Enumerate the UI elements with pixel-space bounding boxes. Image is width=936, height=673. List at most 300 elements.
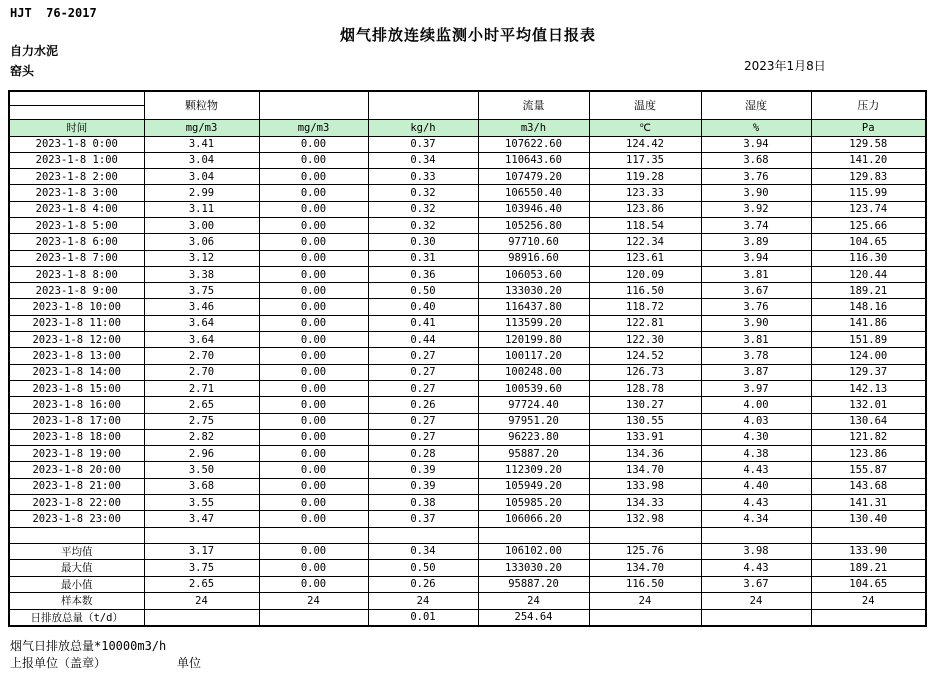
- value-cell: 0.44: [368, 332, 478, 348]
- value-cell: 0.37: [368, 136, 478, 152]
- value-cell: 97710.60: [478, 234, 589, 250]
- value-cell: 0.39: [368, 478, 478, 494]
- time-cell: 2023-1-8 21:00: [9, 478, 144, 494]
- value-cell: 0.00: [259, 234, 368, 250]
- header-particulate: 颗粒物: [144, 91, 259, 119]
- time-cell: 2023-1-8 18:00: [9, 429, 144, 445]
- table-row: [9, 446, 926, 462]
- value-cell: 24: [701, 593, 811, 610]
- value-cell: 0.00: [259, 364, 368, 380]
- value-cell: 142.13: [811, 380, 926, 396]
- value-cell: 3.68: [701, 152, 811, 168]
- time-cell: 2023-1-8 4:00: [9, 201, 144, 217]
- value-cell: 3.04: [144, 169, 259, 185]
- value-cell: 2.70: [144, 348, 259, 364]
- value-cell: 2.65: [144, 397, 259, 413]
- value-cell: 3.11: [144, 201, 259, 217]
- table-row: [9, 511, 926, 527]
- value-cell: 3.87: [701, 364, 811, 380]
- time-cell: 2023-1-8 15:00: [9, 380, 144, 396]
- value-cell: 189.21: [811, 560, 926, 577]
- value-cell: 115.99: [811, 185, 926, 201]
- header-blank-bottom: [9, 105, 144, 119]
- value-cell: 3.17: [144, 543, 259, 560]
- table-row: [9, 266, 926, 282]
- value-cell: 3.75: [144, 283, 259, 299]
- time-cell: 2023-1-8 1:00: [9, 152, 144, 168]
- time-cell: 2023-1-8 3:00: [9, 185, 144, 201]
- value-cell: [144, 609, 259, 626]
- value-cell: 124.52: [589, 348, 701, 364]
- value-cell: 123.86: [811, 446, 926, 462]
- value-cell: 133030.20: [478, 283, 589, 299]
- value-cell: 0.00: [259, 315, 368, 331]
- value-cell: 134.70: [589, 560, 701, 577]
- value-cell: 125.76: [589, 543, 701, 560]
- time-cell: 2023-1-8 2:00: [9, 169, 144, 185]
- value-cell: 122.81: [589, 315, 701, 331]
- header-humidity: 湿度: [701, 91, 811, 119]
- standard-number-label: HJT 76-2017: [10, 6, 97, 20]
- value-cell: [701, 527, 811, 543]
- value-cell: 133.90: [811, 543, 926, 560]
- value-cell: 0.36: [368, 266, 478, 282]
- value-cell: 3.90: [701, 185, 811, 201]
- value-cell: 3.64: [144, 332, 259, 348]
- value-cell: [589, 609, 701, 626]
- value-cell: 141.31: [811, 495, 926, 511]
- value-cell: 3.41: [144, 136, 259, 152]
- report-unit-sign-label: 上报单位（盖章）: [10, 656, 107, 670]
- value-cell: 0.37: [368, 511, 478, 527]
- monitor-point-label: 窑头: [10, 64, 35, 78]
- value-cell: 124.00: [811, 348, 926, 364]
- value-cell: 3.06: [144, 234, 259, 250]
- value-cell: 106066.20: [478, 511, 589, 527]
- value-cell: 0.00: [259, 413, 368, 429]
- value-cell: 116.50: [589, 283, 701, 299]
- value-cell: 106102.00: [478, 543, 589, 560]
- table-row: [9, 364, 926, 380]
- time-cell: 最大值: [9, 560, 144, 577]
- time-cell: 2023-1-8 14:00: [9, 364, 144, 380]
- time-cell: 2023-1-8 11:00: [9, 315, 144, 331]
- value-cell: 3.50: [144, 462, 259, 478]
- spacer-row: [9, 527, 926, 543]
- table-row: [9, 136, 926, 152]
- value-cell: 3.64: [144, 315, 259, 331]
- value-cell: 122.30: [589, 332, 701, 348]
- time-cell: [9, 527, 144, 543]
- value-cell: 133.91: [589, 429, 701, 445]
- value-cell: 134.70: [589, 462, 701, 478]
- value-cell: 0.00: [259, 299, 368, 315]
- value-cell: 3.81: [701, 332, 811, 348]
- time-cell: 最小值: [9, 576, 144, 593]
- value-cell: 124.42: [589, 136, 701, 152]
- time-cell: 2023-1-8 8:00: [9, 266, 144, 282]
- value-cell: 121.82: [811, 429, 926, 445]
- value-cell: 130.27: [589, 397, 701, 413]
- value-cell: 128.78: [589, 380, 701, 396]
- unit-pm-conc2: mg/m3: [259, 119, 368, 136]
- value-cell: 134.36: [589, 446, 701, 462]
- value-cell: 0.00: [259, 250, 368, 266]
- value-cell: 4.00: [701, 397, 811, 413]
- value-cell: 110643.60: [478, 152, 589, 168]
- time-cell: 2023-1-8 10:00: [9, 299, 144, 315]
- table-row: [9, 478, 926, 494]
- value-cell: 3.94: [701, 250, 811, 266]
- value-cell: [701, 609, 811, 626]
- value-cell: 95887.20: [478, 576, 589, 593]
- value-cell: 0.00: [259, 446, 368, 462]
- value-cell: 104.65: [811, 234, 926, 250]
- value-cell: 2.99: [144, 185, 259, 201]
- value-cell: [144, 527, 259, 543]
- time-cell: 2023-1-8 13:00: [9, 348, 144, 364]
- header-time: 时间: [9, 119, 144, 136]
- value-cell: 103946.40: [478, 201, 589, 217]
- table-row: [9, 152, 926, 168]
- time-cell: 2023-1-8 16:00: [9, 397, 144, 413]
- value-cell: 0.40: [368, 299, 478, 315]
- header-blank-col3: [368, 91, 478, 119]
- value-cell: 24: [368, 593, 478, 610]
- header-blank-top: [9, 91, 144, 105]
- time-cell: 2023-1-8 12:00: [9, 332, 144, 348]
- value-cell: 24: [589, 593, 701, 610]
- value-cell: 4.30: [701, 429, 811, 445]
- value-cell: 113599.20: [478, 315, 589, 331]
- value-cell: 2.71: [144, 380, 259, 396]
- value-cell: 0.27: [368, 413, 478, 429]
- value-cell: 0.32: [368, 217, 478, 233]
- value-cell: 3.67: [701, 576, 811, 593]
- value-cell: 3.90: [701, 315, 811, 331]
- table-row: [9, 495, 926, 511]
- value-cell: 24: [478, 593, 589, 610]
- value-cell: 3.04: [144, 152, 259, 168]
- value-cell: 116.30: [811, 250, 926, 266]
- value-cell: 0.32: [368, 185, 478, 201]
- value-cell: 100539.60: [478, 380, 589, 396]
- value-cell: [259, 609, 368, 626]
- value-cell: 155.87: [811, 462, 926, 478]
- value-cell: 3.78: [701, 348, 811, 364]
- table-row: [9, 380, 926, 396]
- value-cell: 3.76: [701, 299, 811, 315]
- summary-row: [9, 593, 926, 610]
- value-cell: 107479.20: [478, 169, 589, 185]
- value-cell: 120.09: [589, 266, 701, 282]
- value-cell: 4.38: [701, 446, 811, 462]
- value-cell: 95887.20: [478, 446, 589, 462]
- value-cell: 0.31: [368, 250, 478, 266]
- value-cell: 3.00: [144, 217, 259, 233]
- value-cell: 0.00: [259, 332, 368, 348]
- unit-label: 单位: [177, 656, 202, 670]
- value-cell: 0.00: [259, 185, 368, 201]
- value-cell: 105256.80: [478, 217, 589, 233]
- value-cell: 125.66: [811, 217, 926, 233]
- value-cell: 2.82: [144, 429, 259, 445]
- time-cell: 2023-1-8 23:00: [9, 511, 144, 527]
- time-cell: 日排放总量（t/d）: [9, 609, 144, 626]
- value-cell: 106550.40: [478, 185, 589, 201]
- value-cell: 0.00: [259, 283, 368, 299]
- header-flow: 流量: [478, 91, 589, 119]
- table-row: [9, 462, 926, 478]
- time-cell: 2023-1-8 20:00: [9, 462, 144, 478]
- table-row: [9, 201, 926, 217]
- value-cell: 0.00: [259, 560, 368, 577]
- value-cell: 3.75: [144, 560, 259, 577]
- table-row: [9, 250, 926, 266]
- time-cell: 2023-1-8 9:00: [9, 283, 144, 299]
- value-cell: 105949.20: [478, 478, 589, 494]
- value-cell: 133.98: [589, 478, 701, 494]
- table-row: [9, 234, 926, 250]
- table-row: [9, 332, 926, 348]
- value-cell: 123.74: [811, 201, 926, 217]
- value-cell: 0.26: [368, 576, 478, 593]
- value-cell: [368, 527, 478, 543]
- value-cell: 3.81: [701, 266, 811, 282]
- unit-pressure: Pa: [811, 119, 926, 136]
- value-cell: 120199.80: [478, 332, 589, 348]
- table-row: [9, 315, 926, 331]
- value-cell: 0.00: [259, 397, 368, 413]
- time-cell: 2023-1-8 17:00: [9, 413, 144, 429]
- value-cell: 3.47: [144, 511, 259, 527]
- summary-row: [9, 609, 926, 626]
- report-date: 2023年1月8日: [744, 59, 826, 73]
- company-name: 自力水泥: [10, 44, 59, 58]
- value-cell: 0.39: [368, 462, 478, 478]
- value-cell: 141.86: [811, 315, 926, 331]
- value-cell: 100248.00: [478, 364, 589, 380]
- value-cell: 97951.20: [478, 413, 589, 429]
- value-cell: 105985.20: [478, 495, 589, 511]
- value-cell: 0.00: [259, 217, 368, 233]
- footer-note: 烟气日排放总量*10000m3/h: [10, 639, 167, 653]
- value-cell: 129.37: [811, 364, 926, 380]
- value-cell: [259, 527, 368, 543]
- value-cell: 4.40: [701, 478, 811, 494]
- value-cell: 4.03: [701, 413, 811, 429]
- value-cell: 118.54: [589, 217, 701, 233]
- value-cell: 133030.20: [478, 560, 589, 577]
- header-temperature: 温度: [589, 91, 701, 119]
- table-row: [9, 413, 926, 429]
- time-cell: 2023-1-8 6:00: [9, 234, 144, 250]
- unit-pm-rate: kg/h: [368, 119, 478, 136]
- value-cell: 122.34: [589, 234, 701, 250]
- table-body: [9, 136, 926, 626]
- summary-row: [9, 543, 926, 560]
- time-cell: 2023-1-8 5:00: [9, 217, 144, 233]
- value-cell: 141.20: [811, 152, 926, 168]
- value-cell: 2.70: [144, 364, 259, 380]
- table-row: [9, 397, 926, 413]
- value-cell: 3.89: [701, 234, 811, 250]
- value-cell: 0.00: [259, 478, 368, 494]
- value-cell: 0.00: [259, 266, 368, 282]
- summary-row: [9, 560, 926, 577]
- value-cell: 0.32: [368, 201, 478, 217]
- time-cell: 样本数: [9, 593, 144, 610]
- value-cell: 98916.60: [478, 250, 589, 266]
- value-cell: 0.27: [368, 380, 478, 396]
- value-cell: 24: [144, 593, 259, 610]
- table-row: [9, 217, 926, 233]
- value-cell: 123.86: [589, 201, 701, 217]
- value-cell: 3.97: [701, 380, 811, 396]
- value-cell: 3.74: [701, 217, 811, 233]
- value-cell: 97724.40: [478, 397, 589, 413]
- table-row: [9, 185, 926, 201]
- value-cell: 2.96: [144, 446, 259, 462]
- value-cell: 0.00: [259, 169, 368, 185]
- value-cell: [811, 527, 926, 543]
- value-cell: 123.61: [589, 250, 701, 266]
- value-cell: 24: [811, 593, 926, 610]
- value-cell: 3.55: [144, 495, 259, 511]
- value-cell: 130.40: [811, 511, 926, 527]
- value-cell: 116.50: [589, 576, 701, 593]
- value-cell: 0.26: [368, 397, 478, 413]
- value-cell: [589, 527, 701, 543]
- value-cell: 129.58: [811, 136, 926, 152]
- time-cell: 2023-1-8 7:00: [9, 250, 144, 266]
- value-cell: 107622.60: [478, 136, 589, 152]
- value-cell: 148.16: [811, 299, 926, 315]
- value-cell: 0.33: [368, 169, 478, 185]
- unit-flow: m3/h: [478, 119, 589, 136]
- unit-humidity: %: [701, 119, 811, 136]
- value-cell: 0.00: [259, 201, 368, 217]
- value-cell: 0.00: [259, 152, 368, 168]
- value-cell: 254.64: [478, 609, 589, 626]
- value-cell: 143.68: [811, 478, 926, 494]
- unit-pm-conc: mg/m3: [144, 119, 259, 136]
- group-header-row: [9, 91, 926, 105]
- value-cell: 151.89: [811, 332, 926, 348]
- value-cell: 2.65: [144, 576, 259, 593]
- table-row: [9, 348, 926, 364]
- value-cell: 134.33: [589, 495, 701, 511]
- time-cell: 2023-1-8 0:00: [9, 136, 144, 152]
- unit-temperature: ℃: [589, 119, 701, 136]
- value-cell: 120.44: [811, 266, 926, 282]
- value-cell: 0.38: [368, 495, 478, 511]
- value-cell: 3.98: [701, 543, 811, 560]
- value-cell: 106053.60: [478, 266, 589, 282]
- time-cell: 2023-1-8 19:00: [9, 446, 144, 462]
- value-cell: 3.67: [701, 283, 811, 299]
- value-cell: 4.43: [701, 462, 811, 478]
- value-cell: 117.35: [589, 152, 701, 168]
- value-cell: 3.76: [701, 169, 811, 185]
- value-cell: 0.34: [368, 152, 478, 168]
- value-cell: 3.68: [144, 478, 259, 494]
- value-cell: 132.01: [811, 397, 926, 413]
- unit-header-row: [9, 119, 926, 136]
- value-cell: [811, 609, 926, 626]
- value-cell: 0.00: [259, 380, 368, 396]
- value-cell: 189.21: [811, 283, 926, 299]
- table-header: [9, 91, 926, 136]
- value-cell: 3.38: [144, 266, 259, 282]
- value-cell: 4.43: [701, 495, 811, 511]
- value-cell: 126.73: [589, 364, 701, 380]
- value-cell: 132.98: [589, 511, 701, 527]
- value-cell: [478, 527, 589, 543]
- value-cell: 3.94: [701, 136, 811, 152]
- value-cell: 104.65: [811, 576, 926, 593]
- header-pressure: 压力: [811, 91, 926, 119]
- value-cell: 112309.20: [478, 462, 589, 478]
- value-cell: 4.34: [701, 511, 811, 527]
- value-cell: 0.00: [259, 348, 368, 364]
- header-blank-col2: [259, 91, 368, 119]
- value-cell: 130.55: [589, 413, 701, 429]
- value-cell: 0.50: [368, 283, 478, 299]
- report-table: [8, 90, 927, 627]
- value-cell: 0.34: [368, 543, 478, 560]
- value-cell: 3.92: [701, 201, 811, 217]
- value-cell: 0.01: [368, 609, 478, 626]
- value-cell: 0.41: [368, 315, 478, 331]
- value-cell: 96223.80: [478, 429, 589, 445]
- value-cell: 0.00: [259, 543, 368, 560]
- time-cell: 平均值: [9, 543, 144, 560]
- table-row: [9, 169, 926, 185]
- value-cell: 0.00: [259, 429, 368, 445]
- value-cell: 0.00: [259, 462, 368, 478]
- page-title: 烟气排放连续监测小时平均值日报表: [339, 26, 596, 44]
- value-cell: 24: [259, 593, 368, 610]
- value-cell: 0.00: [259, 136, 368, 152]
- table-row: [9, 429, 926, 445]
- table-row: [9, 299, 926, 315]
- value-cell: 130.64: [811, 413, 926, 429]
- value-cell: 0.50: [368, 560, 478, 577]
- value-cell: 129.83: [811, 169, 926, 185]
- value-cell: 119.28: [589, 169, 701, 185]
- value-cell: 100117.20: [478, 348, 589, 364]
- value-cell: 123.33: [589, 185, 701, 201]
- value-cell: 3.12: [144, 250, 259, 266]
- value-cell: 3.46: [144, 299, 259, 315]
- value-cell: 116437.80: [478, 299, 589, 315]
- table-row: [9, 283, 926, 299]
- value-cell: 0.28: [368, 446, 478, 462]
- value-cell: 0.00: [259, 576, 368, 593]
- time-cell: 2023-1-8 22:00: [9, 495, 144, 511]
- value-cell: 0.00: [259, 495, 368, 511]
- value-cell: 0.30: [368, 234, 478, 250]
- value-cell: 118.72: [589, 299, 701, 315]
- value-cell: 0.00: [259, 511, 368, 527]
- summary-row: [9, 576, 926, 593]
- value-cell: 0.27: [368, 348, 478, 364]
- value-cell: 4.43: [701, 560, 811, 577]
- value-cell: 0.27: [368, 364, 478, 380]
- value-cell: 2.75: [144, 413, 259, 429]
- value-cell: 0.27: [368, 429, 478, 445]
